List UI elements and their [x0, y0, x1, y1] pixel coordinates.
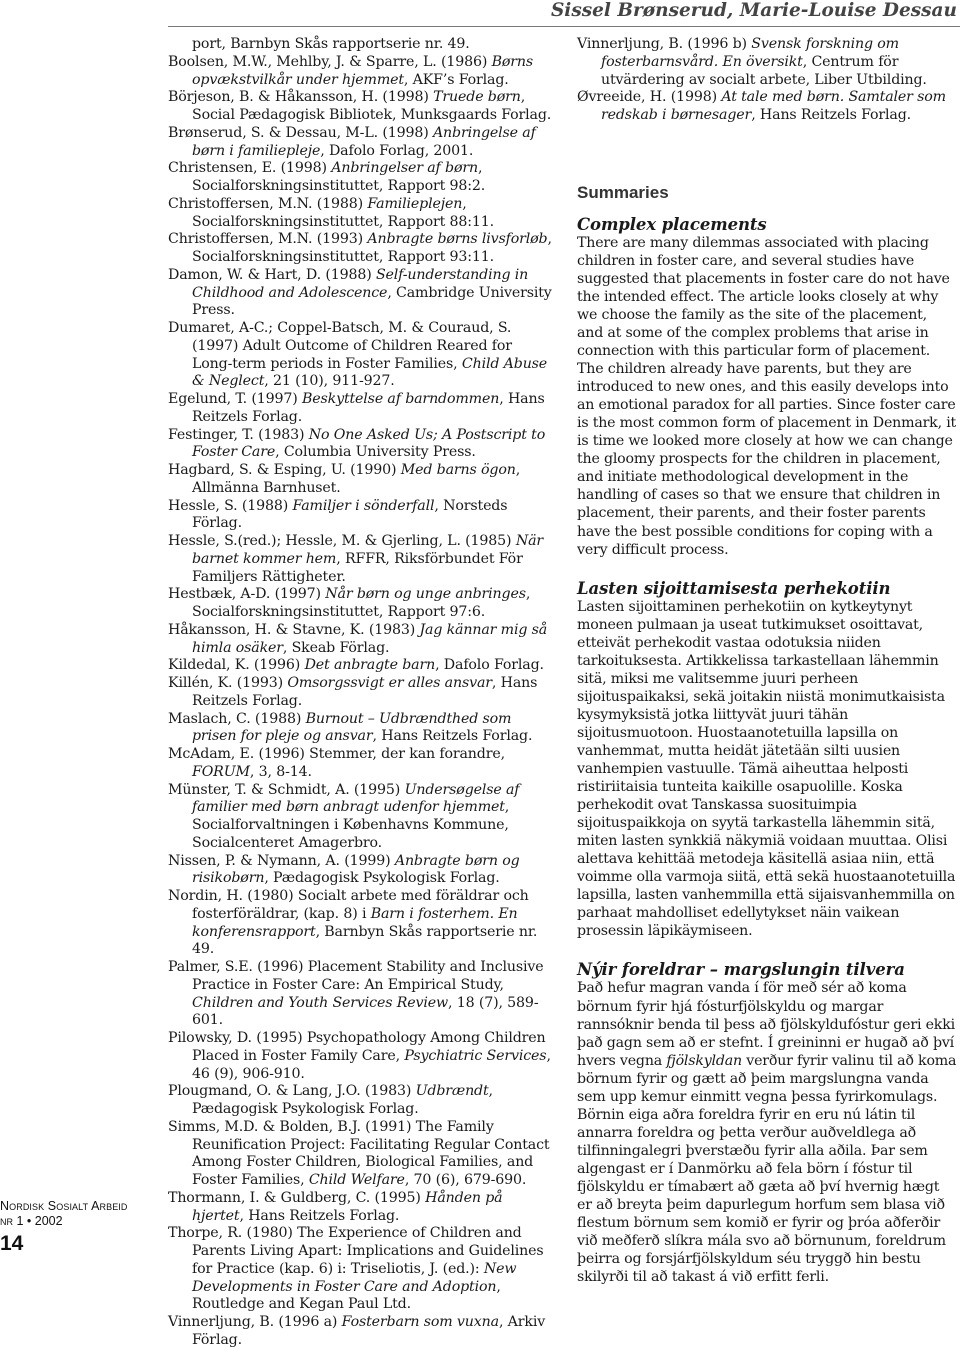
reference-entry: Hessle, S. (1988) Familjer i sönderfall, Norsteds Förlag. — [168, 497, 508, 532]
reference-entry: Christoffersen, M.N. (1993) Anbragte børns livsforløb, Socialforskningsinstituttet, Rapport 93:11. — [168, 231, 552, 265]
reference-entry: Festinger, T. (1983) No One Asked Us; A Postscript to Foster Care, Columbia University Press. — [168, 426, 546, 461]
reference-entry: Münster, T. & Schmidt, A. (1995) Undersøgelse af familier med børn anbragt udenfor hjemmet, Socialforvaltningen i Københavns Kommune, Socialcenteret Amagerbro. — [168, 781, 520, 851]
reference-entry: Øvreeide, H. (1998) At tale med børn. Samtaler som redskab i børnesager, Hans Reitzels Forlag. — [577, 89, 946, 123]
reference-entry: Thorpe, R. (1980) The Experience of Children and Parents Living Apart: Implications and Guidelines for Practice (kap. 6) i: Triseliotis, J. (ed.): New Developments in Foster Care and Adoption, Routledge and Kegan Paul Ltd. — [168, 1225, 544, 1313]
reference-entry: Maslach, C. (1988) Burnout – Udbrændthed som prisen for pleje og ansvar, Hans Reitzels Forlag. — [168, 710, 533, 745]
reference-entry: Pilowsky, D. (1995) Psychopathology Among Children Placed in Foster Family Care, Psychiatric Services, 46 (9), 906-910. — [168, 1030, 551, 1082]
reference-entry: Palmer, S.E. (1996) Placement Stability and Inclusive Practice in Foster Care: An Empirical Study, Children and Youth Services Review, 18 (7), 589-601. — [168, 959, 544, 1029]
reference-entry: port, Barnbyn Skås rapportserie nr. 49. — [192, 36, 470, 52]
journal-issue: nr 1 • 2002 — [0, 1214, 63, 1228]
reference-entry: Egelund, T. (1997) Beskyttelse af barndommen, Hans Reitzels Forlag. — [168, 391, 545, 425]
reference-entry: Christoffersen, M.N. (1988) Familieplejen, Socialforskningsinstituttet, Rapport 88:11. — [168, 195, 495, 230]
reference-entry: Vinnerljung, B. (1996 b) Svensk forskning om fosterbarnsvård. En översikt, Centrum för utvärdering av socialt arbete, Liber Utbilding. — [577, 36, 927, 88]
reference-entry: Simms, M.D. & Bolden, B.J. (1991) The Family Reunification Project: Facilitating Regular Contact Among Foster Children, Biological Families, and Foster Families, Child Welfare, 70 (6), 679-690. — [168, 1118, 550, 1188]
reference-entry: Killén, K. (1993) Omsorgssvigt er alles ansvar, Hans Reitzels Forlag. — [168, 675, 538, 709]
summaries-heading: Summaries — [577, 182, 669, 202]
summary-sections — [577, 215, 957, 1287]
reference-entry: Thormann, I. & Guldberg, C. (1995) Hånden på hjertet, Hans Reitzels Forlag. — [168, 1189, 503, 1224]
summary-section-text: Það hefur magran vanda í för með sér að koma börnum fyrir hjá fósturfjölskyldu og margar rannsóknir benda til þess að fjölskyldufóstur geri ekki það gagn sem að er stefnt. Í greininni er hugað að því hvers vegna fjölskyldan verður fyrir valinu til að koma börnum fyrir og gætt að þeim margslungna vanda sem upp kemur einmitt vegna þessa fyrirkomulags. Börnin eiga aðra foreldra fyrir en eru nú látin til annarra foreldra og þetta verður auðveldlega að tilfinningalegri þverstæðu fyrir alla aðila. Þar sem algengast er í Danmörku að fela börn í fóstur til fjölskyldu er tímabært að gæta að því hvernig hægt er að breyta þeim dapurlegum horfum sem blasa við flestum börnum sem komið er fyrir og þróa aðferðir við meðferð slíkra mála svo að börnunum, foreldrum þeirra og forsjárfjölskyldum séu tryggð hin bestu skilyrði til að takast á við erfitt ferli. — [577, 980, 957, 1286]
journal-name: Nordisk Sosialt Arbeid — [0, 1199, 128, 1213]
reference-entry: Hagbard, S. & Esping, U. (1990) Med barns ögon, Allmänna Barnhuset. — [168, 462, 521, 496]
reference-entry: Plougmand, O. & Lang, J.O. (1983) Udbrændt, Pædagogisk Psykologisk Forlag. — [168, 1083, 493, 1117]
reference-entry: Kildedal, K. (1996) Det anbragte barn, Dafolo Forlag. — [168, 657, 544, 674]
reference-entry: Brønserud, S. & Dessau, M-L. (1998) Anbringelse af børn i familiepleje, Dafolo Forlag, 2001. — [168, 124, 536, 159]
reference-entry: Hessle, S.(red.); Hessle, M. & Gjerling, L. (1985) När barnet kommer hem, RFFR, Riksförbundet För Familjers Rättigheter. — [168, 533, 544, 585]
reference-entry: Boolsen, M.W., Mehlby, J. & Sparre, L. (1986) Børns opvækstvilkår under hjemmet, AKF’s Forlag. — [168, 53, 534, 88]
reference-entry: Dumaret, A-C.; Coppel-Batsch, M. & Couraud, S. (1997) Adult Outcome of Children Reared for Long-term periods in Foster Families, Child Abuse & Neglect, 21 (10), 911-927. — [168, 320, 548, 390]
summary-section-text: Lasten sijoittaminen perhekotiin on kytkeytynyt moneen pulmaan ja useat tutkimukset osoittavat, etteivät perhekodit vastaa odotuksia niiden tarkoituksesta. Artikkelissa tarkastellaan lähemmin sitä, miksi me valitsemme juuri perheen sijoituspaikaksi, sekä joitakin niistä monimutkaisista kysymyksistä jotka liittyvät juuri tähän sijoitusmuotoon. Huostaanotetuilla lapsilla on vanhemmat, mutta heidät jätetään silti uusien vanhempien vastuulle. Tämä aiheuttaa helposti ristiriitaisia tunteita kaikille osapuolille. Koska perhekodit ovat Tanskassa suosituimpia sijoituspaikkoja on syytä tarkastella lähemmin sitä, miten lasten synkkiä näkymiä voidaan muuttaa. Olisi alettava kehittää metodeja käsitellä asiaa niin, että voimme olla varmoja siitä, että sekä huostaanotetuilla lapsilla, lasten vanhemmilla että sijaisvanhemmilla on parhaat mahdolliset edellytykset näin vaikean prosessin läpikäymiseen. — [577, 598, 956, 940]
reference-list-right — [577, 36, 957, 125]
reference-entry: Nordin, H. (1980) Socialt arbete med föräldrar och fosterföräldrar, (kap. 8) i Barn i fosterhem. En konferensrapport, Barnbyn Skås rapportserie nr. 49. — [168, 888, 538, 958]
reference-entry: Hestbæk, A-D. (1997) Når børn og unge anbringes, Socialforskningsinstituttet, Rapport 97:6. — [168, 586, 531, 620]
reference-entry: McAdam, E. (1996) Stemmer, der kan forandre, FORUM, 3, 8-14. — [168, 746, 505, 780]
summary-section-title: Nýir foreldrar – margslungin tilvera — [577, 960, 905, 980]
summary-section-title: Complex placements — [577, 214, 767, 234]
header-rule — [168, 26, 960, 27]
right-column — [577, 36, 957, 1286]
reference-list-left — [168, 36, 556, 1350]
summary-section-text: There are many dilemmas associated with placing children in foster care, and several studies have suggested that placements in foster care do not have the intended effect. The article looks closely at why we choose the family as the site of the placement, and at some of the complex problems that arise in connection with this particular form of placement. The children already have parents, but they are introduced to new ones, and this easily develops into an emotional paradox for all parties. Since foster care is the most common form of placement in Denmark, it is time we looked more closely at how we can change the gloomy prospects for the children in placement, and initiate methodological development in the handling of cases so that we ensure that children in placement, their parents, and their foster parents have the best possible conditions for coping with a very difficult process. — [577, 234, 957, 558]
reference-entry: Christensen, E. (1998) Anbringelser af børn, Socialforskningsinstituttet, Rapport 98:2. — [168, 160, 486, 194]
reference-entry: Börjeson, B. & Håkansson, H. (1998) Truede børn, Social Pædagogisk Bibliotek, Munksgaards Forlag. — [168, 89, 552, 123]
page-number: 14 — [0, 1232, 24, 1255]
reference-entry: Damon, W. & Hart, D. (1988) Self-understanding in Childhood and Adolescence, Cambridge University Press. — [168, 266, 552, 319]
reference-entry: Håkansson, H. & Stavne, K. (1983) Jag kännar mig så himla osäker, Skeab Förlag. — [168, 621, 548, 656]
reference-entry: Nissen, P. & Nymann, A. (1999) Anbragte børn og risikobørn, Pædagogisk Psykologisk Forlag. — [168, 852, 520, 887]
reference-entry: Vinnerljung, B. (1996 a) Fosterbarn som vuxna, Arkiv Förlag. — [168, 1314, 546, 1348]
summary-section-title: Lasten sijoittamisesta perhekotiin — [577, 578, 891, 598]
journal-sidebar — [0, 1199, 150, 1256]
running-header-authors: Sissel Brønserud, Marie-Louise Dessau — [550, 0, 957, 21]
